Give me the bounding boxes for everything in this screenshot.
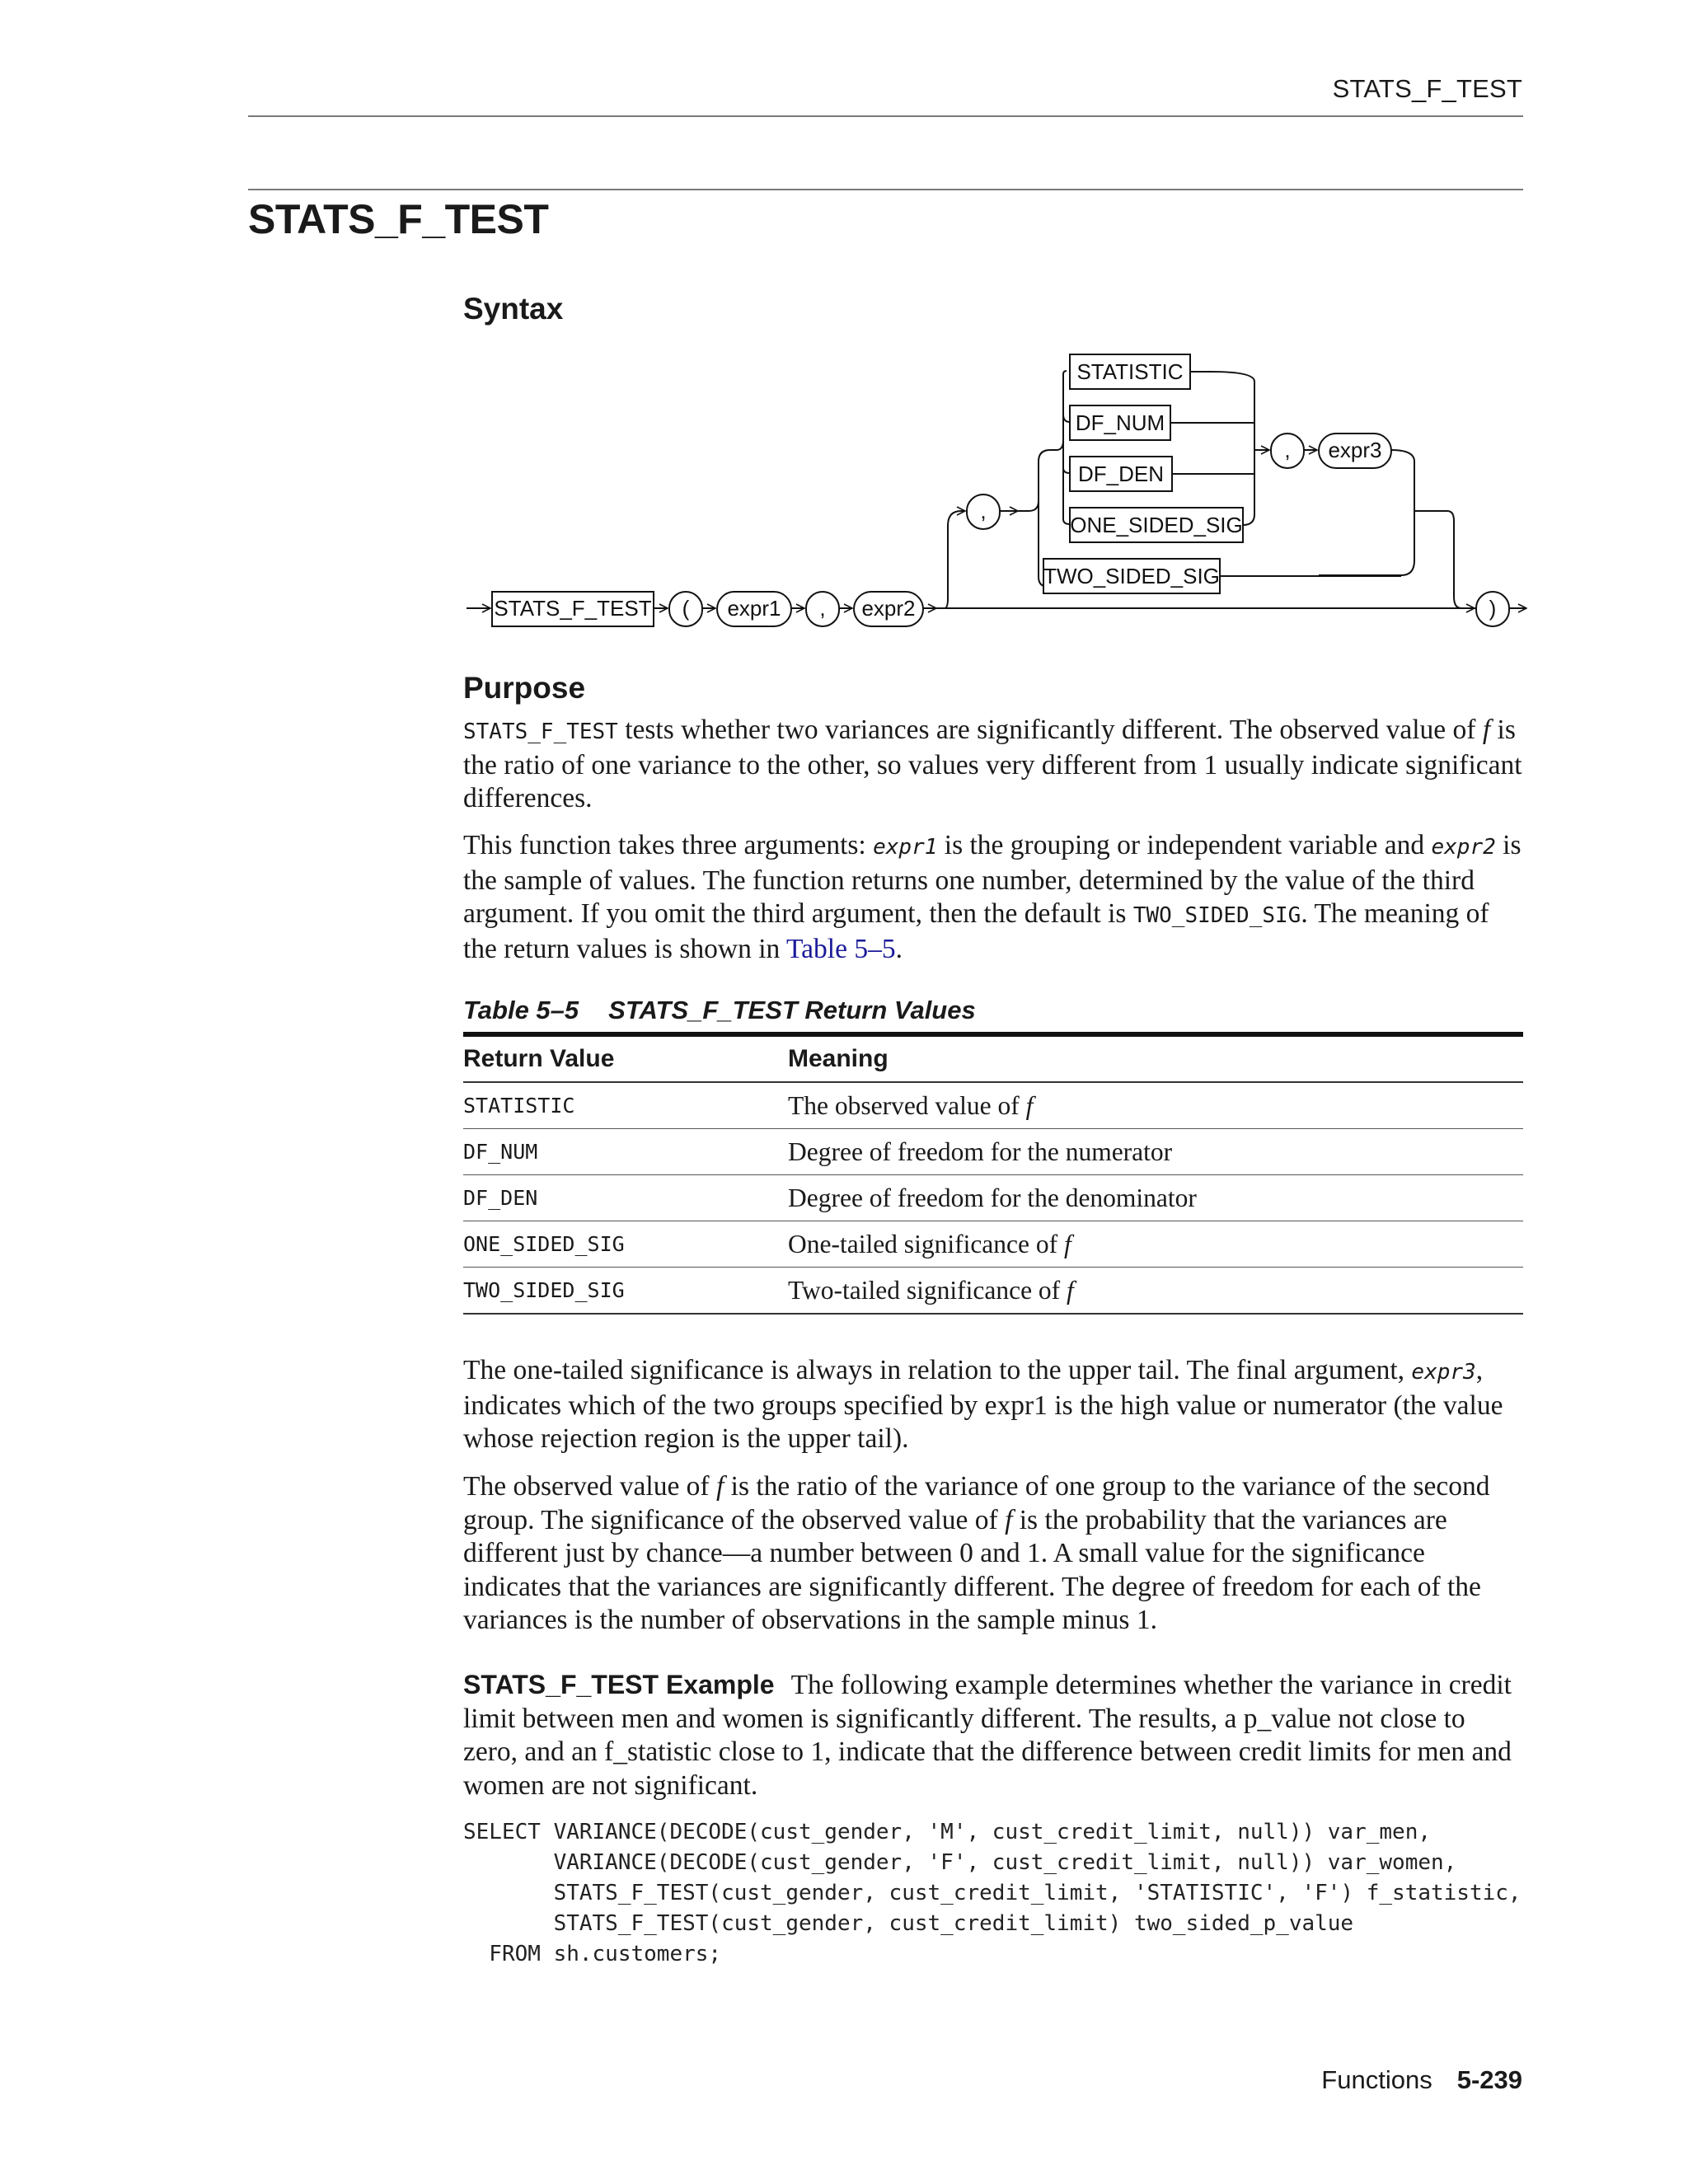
return-value-cell: DF_DEN	[463, 1175, 788, 1221]
page-footer	[1321, 2065, 1522, 2095]
table-row	[463, 1129, 1523, 1175]
expr3-ref: expr3	[1411, 1360, 1476, 1385]
table-row	[463, 1221, 1523, 1268]
purpose-paragraph-1: STATS_F_TEST tests whether two variances are significantly different. The observed value of f is the ratio of one variance to the other, so values very different from 1 usually indicate significant differences.	[463, 715, 1522, 813]
f-variable: f	[1482, 715, 1491, 745]
table-row	[463, 1175, 1523, 1221]
table-title: STATS_F_TEST Return Values	[608, 996, 976, 1024]
expr1-ref: expr1	[873, 835, 938, 860]
syntax-diagram	[462, 346, 1533, 643]
meaning-cell: The observed value of f	[788, 1082, 1523, 1129]
return-values-table	[463, 1032, 1523, 1315]
return-value-cell: STATISTIC	[463, 1082, 788, 1129]
table-caption	[463, 996, 976, 1025]
comma-label-1: ,	[819, 596, 826, 621]
page-title: STATS_F_TEST	[248, 196, 549, 242]
return-value-cell: TWO_SIDED_SIG	[463, 1268, 788, 1315]
expr1-label: expr1	[727, 596, 781, 621]
example-label: STATS_F_TEST Example	[463, 1670, 775, 1699]
purpose-paragraph-2: This function takes three arguments: expr1 is the grouping or independent variable and expr2 is the sample of values. The function returns one number, determined by the value of the third argument. If you omit the third argument, then the default is TWO_SIDED_SIG. The meaning of the return values is shown in Table 5–5.	[463, 830, 1522, 964]
meaning-cell: Degree of freedom for the numerator	[788, 1129, 1523, 1175]
syntax-heading: Syntax	[463, 292, 564, 326]
page-number: 5-239	[1456, 2065, 1522, 2094]
purpose-heading: Purpose	[463, 671, 586, 705]
table-link[interactable]: Table 5–5	[786, 933, 896, 964]
open-paren-label: (	[682, 596, 690, 621]
stats-f-test-label: STATS_F_TEST	[494, 596, 652, 621]
expr3-label: expr3	[1328, 438, 1382, 462]
meaning-cell: Two-tailed significance of f	[788, 1268, 1523, 1315]
title-rule	[248, 189, 1523, 190]
footer-section: Functions	[1321, 2065, 1432, 2094]
close-paren-label: )	[1489, 596, 1497, 621]
return-value-cell: DF_NUM	[463, 1129, 788, 1175]
example-paragraph: STATS_F_TEST Example The following example determines whether the variance in credit limit between men and women is significantly different. The results, a p_value not close to zero, and an f_statistic close to 1, indicate that the difference between credit limits for men and women are not significant.	[463, 1670, 1512, 1801]
running-header: STATS_F_TEST	[1332, 74, 1522, 103]
default-code: TWO_SIDED_SIG	[1132, 903, 1301, 928]
column-header-return-value: Return Value	[463, 1045, 615, 1072]
comma-label-2: ,	[980, 499, 987, 523]
option-one-sided-sig-label: ONE_SIDED_SIG	[1070, 513, 1243, 537]
expr2-label: expr2	[861, 596, 916, 621]
upper-tail-paragraph: The one-tailed significance is always in relation to the upper tail. The final argument, expr3, indicates which of the two groups specified by expr1 is the high value or numerator (the value whose rejection region is the upper tail).	[463, 1355, 1503, 1454]
table-row	[463, 1268, 1523, 1315]
table-row	[463, 1082, 1523, 1129]
table-number: Table 5–5	[463, 996, 579, 1024]
meaning-cell: One-tailed significance of f	[788, 1221, 1523, 1268]
comma-label-3: ,	[1284, 438, 1291, 462]
inline-code: STATS_F_TEST	[463, 719, 618, 744]
expr2-ref: expr2	[1431, 835, 1496, 860]
example-code-block: SELECT VARIANCE(DECODE(cust_gender, 'M', cust_credit_limit, null)) var_men, VARIANCE(DECODE(cust_gender, 'F', cust_credit_limit, null)) var_women, STATS_F_TEST(cust_gender, cust_credit_limit, 'STATISTIC', 'F') f_statistic, STATS_F_TEST(cust_gender, cust_credit_limit) two_sided_p_value FROM sh.customers;	[463, 1820, 1522, 1966]
return-value-cell: ONE_SIDED_SIG	[463, 1221, 788, 1268]
column-header-meaning: Meaning	[788, 1045, 889, 1072]
option-df-num-label: DF_NUM	[1075, 410, 1165, 435]
meaning-cell: Degree of freedom for the denominator	[788, 1175, 1523, 1221]
option-two-sided-sig-label: TWO_SIDED_SIG	[1043, 564, 1220, 588]
option-df-den-label: DF_DEN	[1077, 462, 1165, 486]
option-statistic-label: STATISTIC	[1076, 359, 1184, 384]
table-header-row	[463, 1034, 1523, 1082]
header-rule	[248, 115, 1523, 117]
significance-paragraph: The observed value of f is the ratio of the variance of one group to the variance of the second group. The significance of the observed value of f is the probability that the variances are different just by chance—a number between 0 and 1. A small value for the significance indicates that the variances are significantly different. The degree of freedom for each of the variances is the number of observations in the sample minus 1.	[463, 1471, 1490, 1635]
